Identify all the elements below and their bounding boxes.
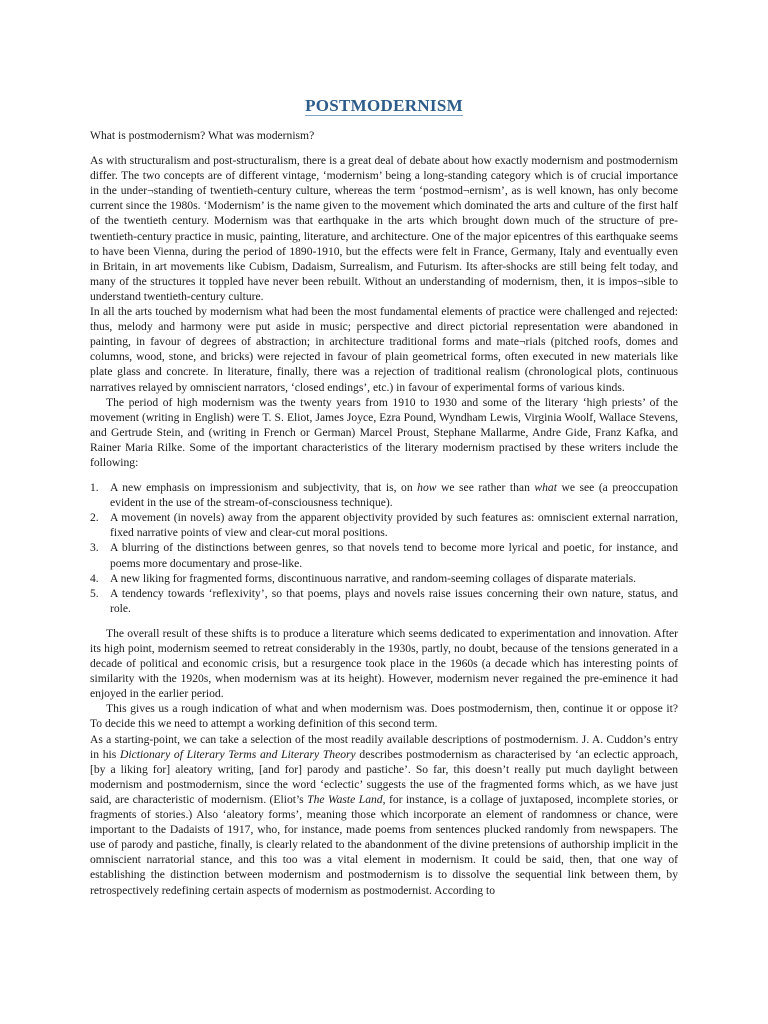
paragraph-text: describes postmodernism as characterised by ‘an eclectic approach, [by a liking for] aleatory writing, [and for] parody and pastiche’. So far, this doesn’t really put much daylight between modernism and postmodernism, since the word ‘eclectic’ suggests the use of the fragmented forms which, as we have just said, are characteristic of modernism. (Eliot’s bbox=[90, 747, 678, 806]
list-number: 3. bbox=[90, 541, 99, 555]
list-number: 4. bbox=[90, 571, 99, 585]
list-number: 1. bbox=[90, 481, 99, 495]
paragraph-arts-touched: In all the arts touched by modernism what had been the most fundamental elements of practice were challenged and rejected: thus, melody and harmony were put aside in music; perspective and direct pictorial representation were abandoned in painting, in favour of degrees of abstraction; in architecture traditional forms and mate¬rials (pitched roofs, domes and columns, wood, stone, and bricks) were rejected in favour of plain geometrical forms, often executed in new materials like plate glass and concrete. In literature, finally, there was a rejection of traditional realism (chronological plots, continuous narratives relayed by omniscient narrators, ‘closed endings’, etc.) in favour of experimental forms of various kinds. bbox=[90, 305, 678, 394]
list-item bbox=[90, 571, 678, 586]
list-text: A blurring of the distinctions between genres, so that novels tend to become more lyrical and poetic, for instance, and poems more documentary and prose-like. bbox=[110, 541, 678, 570]
book-title: Dictionary of Literary Terms and Literary Theory bbox=[119, 747, 356, 761]
characteristics-list bbox=[90, 480, 678, 616]
list-item bbox=[90, 586, 678, 616]
list-text: A new emphasis on impressionism and subjectivity, that is, on bbox=[110, 481, 418, 495]
intro-question: What is postmodernism? What was modernism? bbox=[90, 129, 315, 142]
paragraph-high-modernism: The period of high modernism was the twenty years from 1910 to 1930 and some of the literary ‘high priests’ of the movement (writing in English) were T. S. Eliot, James Joyce, Ezra Pound, Wyndham Lewis, Virginia Woolf, Wallace Stevens, and Gertrude Stein, and (writing in French or German) Marcel Proust, Stephane Mallarme, Andre Gide, Franz Kafka, and Rainer Maria Rilke. Some of the important characteristics of the literary modernism practised by these writers include the following: bbox=[90, 395, 678, 469]
list-text: A movement (in novels) away from the apparent objectivity provided by such features as: omniscient external narration, fixed narrative points of view and clear-cut moral positions. bbox=[110, 511, 678, 540]
list-text: A new liking for fragmented forms, discontinuous narrative, and random-seeming collages of disparate materials. bbox=[110, 571, 637, 585]
list-emphasis: what bbox=[534, 481, 557, 495]
list-number: 2. bbox=[90, 511, 99, 525]
list-item bbox=[90, 510, 678, 540]
paragraph-modernism-intro: As with structuralism and post-structuralism, there is a great deal of debate about how exactly modernism and postmodernism differ. The two concepts are of different vintage, ‘modernism’ being a long-standing category which is of crucial importance in the under¬standing of twentieth-century culture, whereas the term ‘postmod¬ernism’, as is well known, has only become current since the 1980s. ‘Modernism’ is the name given to the movement which dominated the arts and culture of the first half of the twentieth century. Modernism was that earthquake in the arts which brought down much of the structure of pre-twentieth-century practice in music, painting, literature, and architecture. One of the major epicentres of this earthquake seems to have been Vienna, during the period of 1890-1910, but the effects were felt in France, Germany, Italy and eventually even in Britain, in art movements like Cubism, Dadaism, Surrealism, and Futurism. Its after-shocks are still being felt today, and many of the structures it toppled have never been rebuilt. Without an understanding of modernism, then, it is impos¬sible to understand twentieth-century culture. bbox=[90, 154, 678, 303]
paragraph-overall-result: The overall result of these shifts is to produce a literature which seems dedicated to experimentation and innovation. After its high point, modernism seemed to retreat considerably in the 1930s, partly, no doubt, because of the tensions generated in a decade of political and economic crisis, but a resurgence took place in the 1960s (a decade which has interesting points of similarity with the 1920s, when modernism was at its height). However, modernism never regained the pre-eminence it had enjoyed in the earlier period. bbox=[90, 626, 678, 701]
list-text: A tendency towards ‘reflexivity’, so that poems, plays and novels raise issues concerning their own nature, status, and role. bbox=[110, 586, 678, 615]
paragraph-starting-point bbox=[90, 732, 678, 898]
list-text: we see rather than bbox=[436, 481, 535, 495]
list-item bbox=[90, 540, 678, 570]
paragraph-rough-indication: This gives us a rough indication of what and when modernism was. Does postmodernism, then, continue it or oppose it? To decide this we need to attempt a working definition of this second term. bbox=[90, 702, 678, 731]
list-emphasis: how bbox=[417, 481, 437, 495]
list-text: we see (a preoccupation evident in the use of the stream-of-consciousness technique). bbox=[110, 481, 679, 510]
list-item bbox=[90, 480, 678, 510]
page-title: POSTMODERNISM bbox=[305, 96, 463, 115]
book-title: The Waste Land bbox=[307, 792, 383, 806]
list-number: 5. bbox=[90, 586, 99, 600]
paragraph-text: , for instance, is a collage of juxtaposed, incomplete stories, or fragments of stories.) Also ‘aleatory forms’, meaning those which incorporate an element of randomness or chance, were important to the Dadaists of 1917, who, for instance, made poems from sentences plucked randomly from newspapers. The use of parody and pastiche, finally, is clearly related to the abandonment of the divine pretensions of authorship implicit in the omniscient narratorial stance, and this too was a vital element in modernism. It could be said, then, that one way of establishing the distinction between modernism and postmodernism is to dissolve the sequential link between them, by retrospectively redefining certain aspects of modernism as postmodernist. According to bbox=[90, 792, 679, 897]
paragraph-text: As a starting-point, we can take a selection of the most readily available descriptions of postmodernism. J. A. Cuddon’s entry in his bbox=[90, 732, 678, 761]
